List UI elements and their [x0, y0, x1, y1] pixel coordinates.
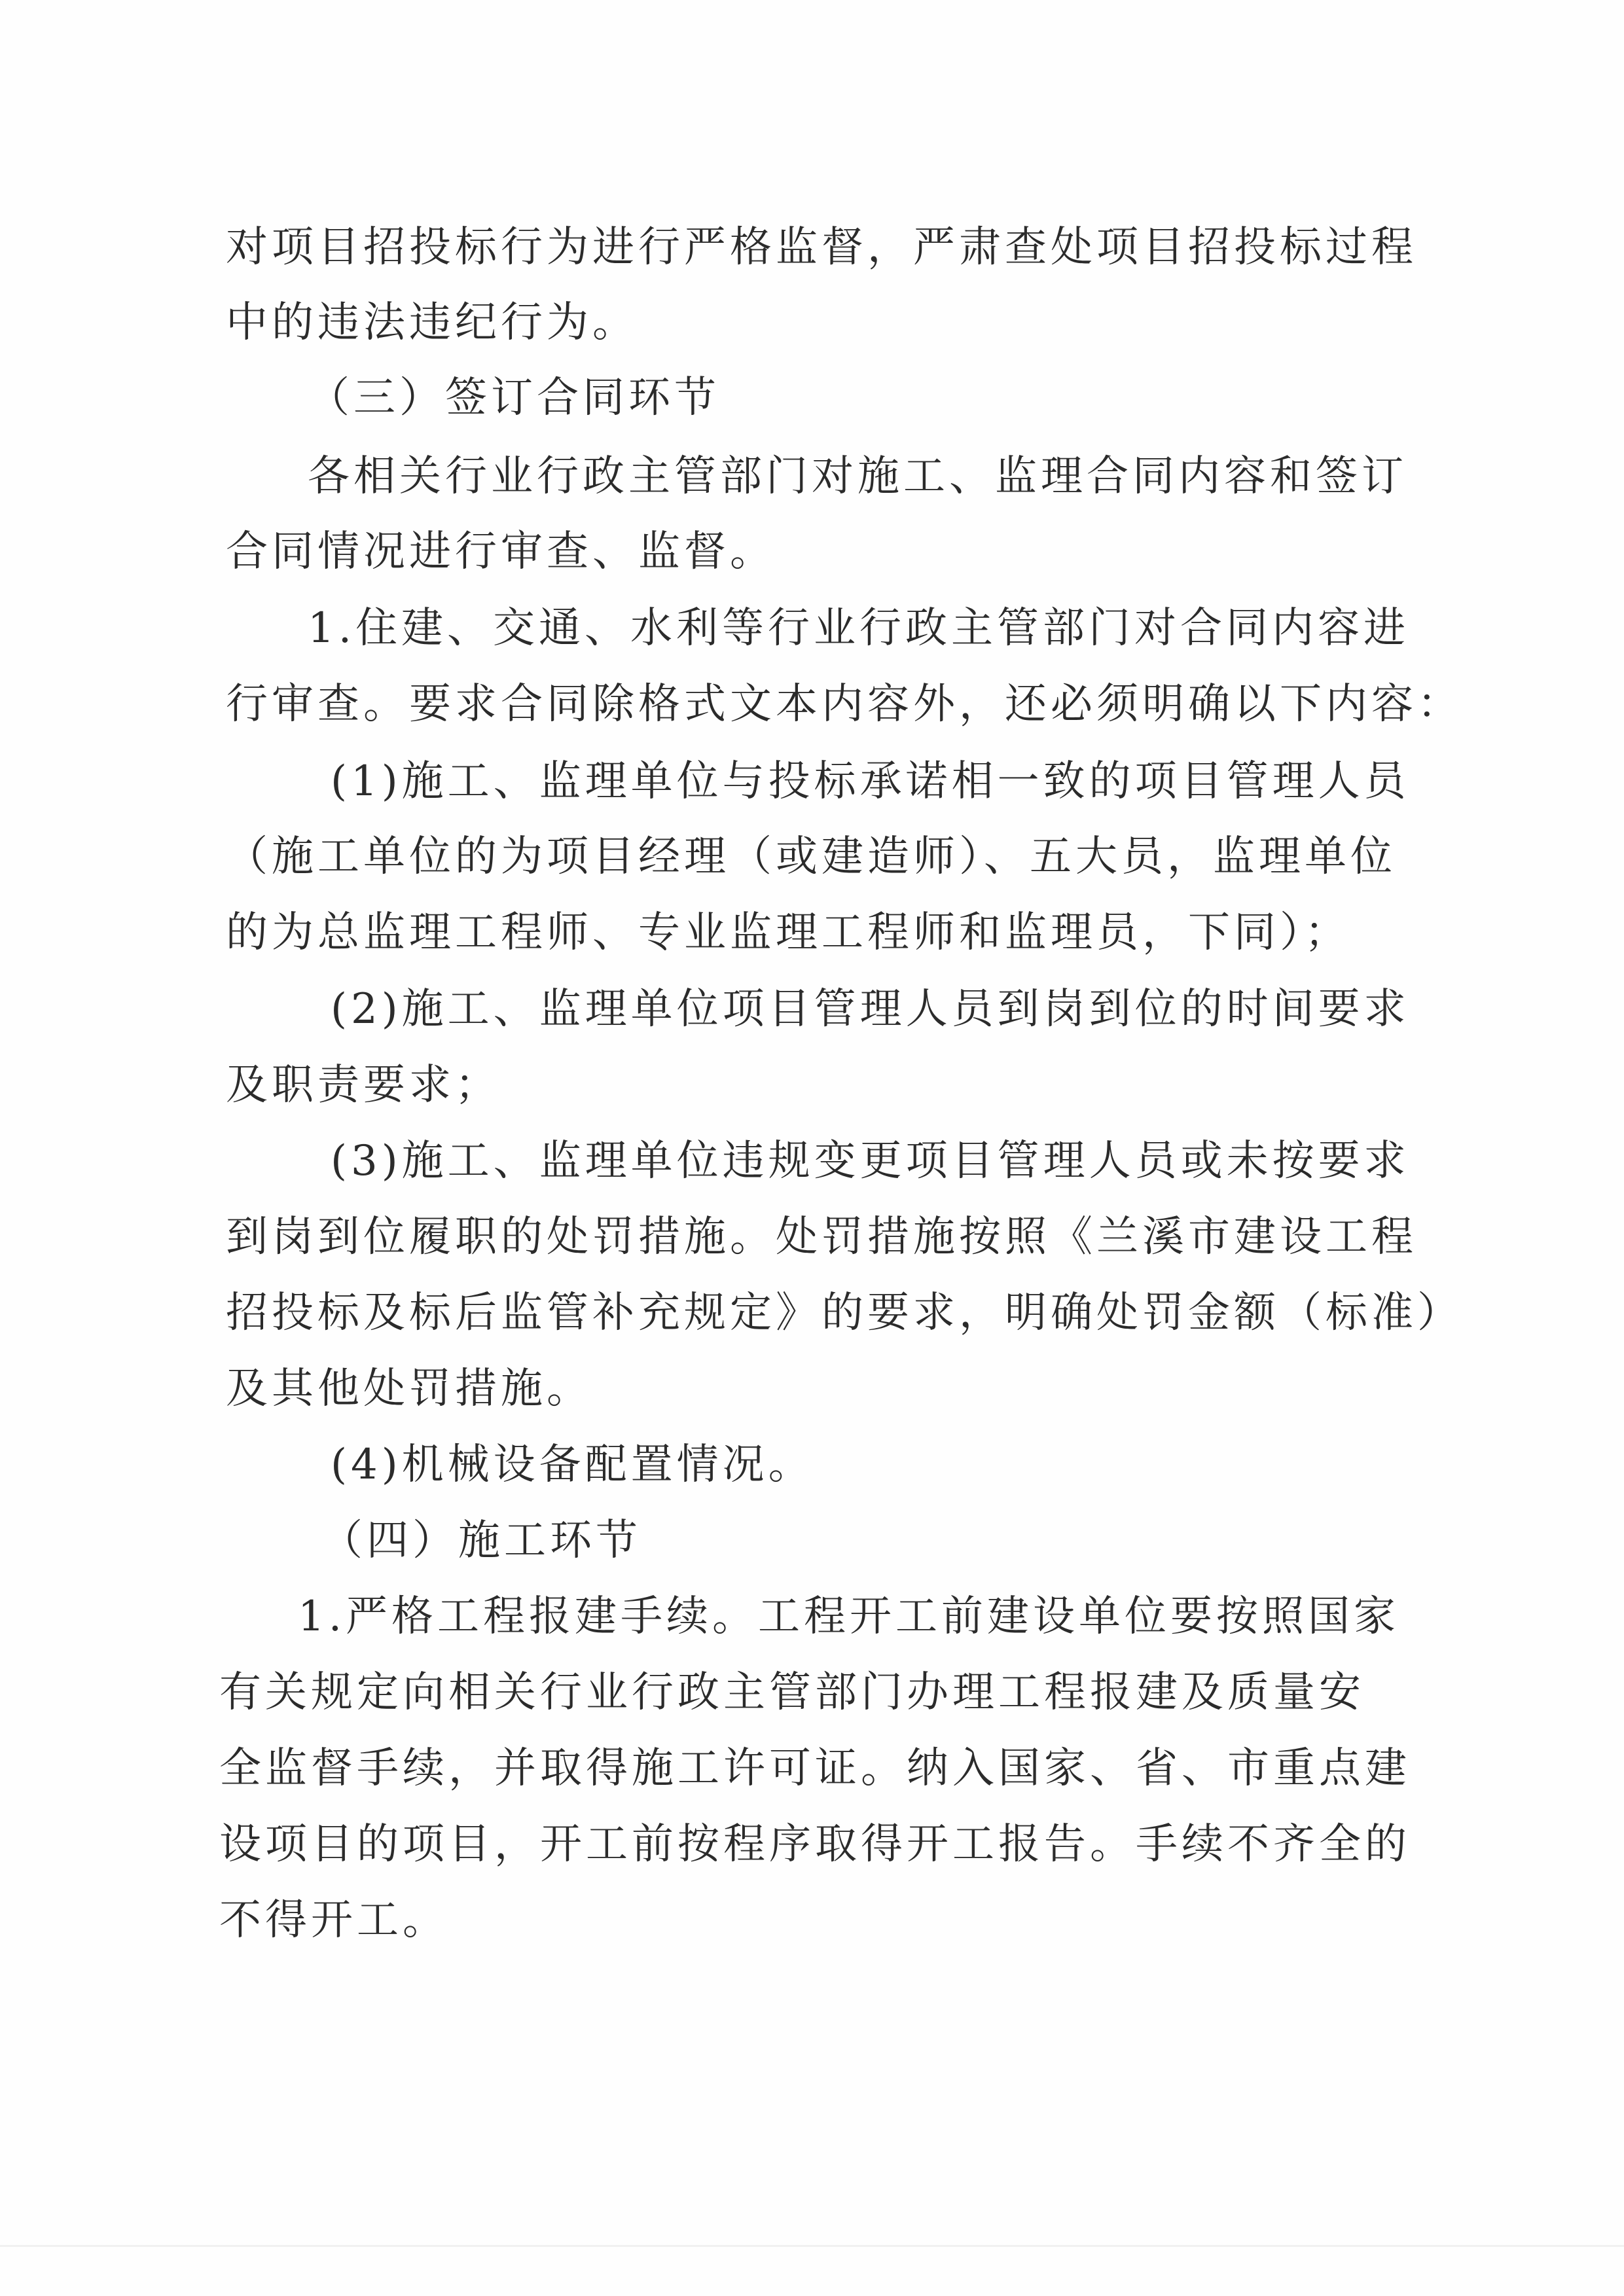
body-text-line: 有关规定向相关行业行政主管部门办理工程报建及质量安	[219, 1668, 1365, 1717]
section-heading: （三）签订合同环节	[308, 374, 720, 422]
list-item-line: 及职责要求；	[226, 1061, 501, 1109]
list-item-line: （施工单位的为项目经理（或建造师）、五大员，监理单位	[226, 833, 1396, 881]
scan-artifact	[0, 2245, 1624, 2247]
body-text-line: 各相关行业行政主管部门对施工、监理合同内容和签订	[308, 452, 1407, 501]
body-text-line: 1.住建、交通、水利等行业行政主管部门对合同内容进	[308, 604, 1410, 653]
body-text-line: 对项目招投标行为进行严格监督，严肃查处项目招投标过程	[226, 223, 1417, 272]
list-item-line: (2)施工、监理单位项目管理人员到岗到位的时间要求	[331, 985, 1410, 1033]
list-item-line: 到岗到位履职的处罚措施。处罚措施按照《兰溪市建设工程	[226, 1213, 1417, 1261]
body-text-line: 中的违法违纪行为。	[226, 298, 638, 347]
list-item-line: 及其他处罚措施。	[226, 1365, 592, 1413]
body-text-line: 设项目的项目，开工前按程序取得开工报告。手续不齐全的	[219, 1820, 1411, 1869]
body-text-line: 行审查。要求合同除格式文本内容外，还必须明确以下内容：	[226, 680, 1463, 728]
list-item-line: 的为总监理工程师、专业监理工程师和监理员，下同）；	[226, 908, 1350, 957]
body-text-line: 合同情况进行审查、监督。	[226, 528, 776, 576]
list-item-line: (3)施工、监理单位违规变更项目管理人员或未按要求	[331, 1137, 1410, 1185]
body-text-line: 不得开工。	[219, 1896, 448, 1945]
list-item-line: (1)施工、监理单位与投标承诺相一致的项目管理人员	[331, 757, 1410, 806]
body-text-line: 全监督手续，并取得施工许可证。纳入国家、省、市重点建	[219, 1744, 1411, 1793]
list-item-line: 招投标及标后监管补充规定》的要求，明确处罚金额（标准）	[226, 1289, 1463, 1337]
section-heading: （四）施工环节	[321, 1516, 641, 1565]
body-text-line: 1.严格工程报建手续。工程开工前建设单位要按照国家	[298, 1592, 1400, 1641]
list-item-line: (4)机械设备配置情况。	[331, 1441, 814, 1489]
